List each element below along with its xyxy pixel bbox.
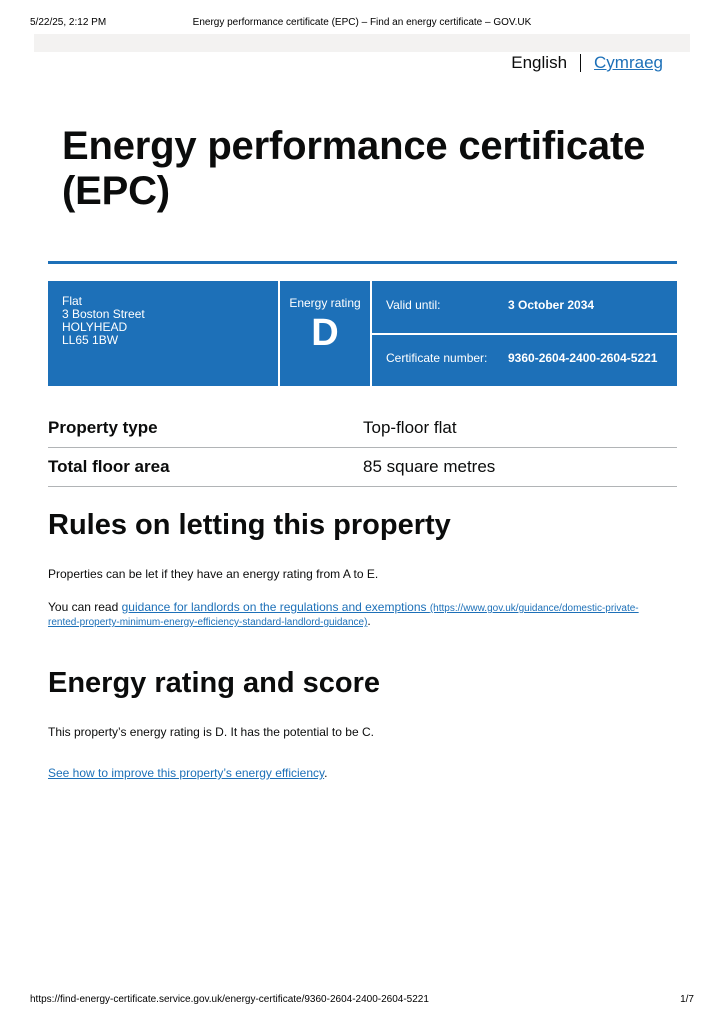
certificate-details xyxy=(372,281,677,386)
valid-until-value: 3 October 2034 xyxy=(508,298,595,312)
certificate-number-value: 9360-2604-2400-2604-5221 xyxy=(508,351,658,365)
summary-key: Total floor area xyxy=(48,457,170,476)
energy-rating-label: Energy rating xyxy=(289,296,361,310)
summary-value: Top-floor flat xyxy=(363,418,457,437)
address-line: 3 Boston Street xyxy=(62,307,145,321)
guidance-link-url: (https://www.gov.uk/guidance/domestic-private-rented-property-minimum-energy-efficiency-standard-landlord-guidance) xyxy=(48,603,639,628)
title-divider xyxy=(48,261,677,264)
address-line: LL65 1BW xyxy=(62,333,119,347)
property-address xyxy=(48,281,278,386)
guidance-link-text: guidance for landlords on the regulations and exemptions xyxy=(121,600,427,614)
language-english: English xyxy=(511,53,568,72)
letting-guidance-text xyxy=(48,601,668,629)
page-title: Energy performance certificate (EPC) xyxy=(62,124,646,213)
valid-until-row xyxy=(372,281,677,333)
guidance-link[interactable] xyxy=(48,600,639,628)
header-bar xyxy=(34,34,690,52)
letting-text: Properties can be let if they have an energy rating from A to E. xyxy=(48,567,379,581)
summary-row xyxy=(48,409,677,448)
print-footer xyxy=(30,994,694,1005)
property-summary-list xyxy=(48,409,677,487)
guidance-suffix: . xyxy=(367,614,371,628)
summary-row xyxy=(48,448,677,487)
address-line: Flat xyxy=(62,294,83,308)
guidance-prefix: You can read xyxy=(48,600,122,614)
summary-key: Property type xyxy=(48,418,158,437)
improve-efficiency-link[interactable]: See how to improve this property’s energy efficiency xyxy=(48,766,325,780)
energy-rating-heading: Energy rating and score xyxy=(48,667,380,699)
energy-rating-text: This property’s energy rating is D. It has the potential to be C. xyxy=(48,725,374,739)
improve-link-suffix: . xyxy=(324,766,328,780)
language-switcher xyxy=(511,53,663,73)
epc-summary-box xyxy=(48,281,677,386)
improve-efficiency-paragraph xyxy=(48,767,668,780)
address-line: HOLYHEAD xyxy=(62,320,128,334)
print-title: Energy performance certificate (EPC) – Find an energy certificate – GOV.UK xyxy=(192,17,532,28)
energy-rating-letter: D xyxy=(311,312,339,354)
certificate-number-row xyxy=(372,335,677,386)
valid-until-label: Valid until: xyxy=(386,298,441,312)
summary-value: 85 square metres xyxy=(363,457,496,476)
language-divider xyxy=(580,54,581,72)
print-header xyxy=(30,17,694,31)
certificate-number-label: Certificate number: xyxy=(386,351,488,365)
letting-heading: Rules on letting this property xyxy=(48,509,451,541)
language-cymraeg-link[interactable]: Cymraeg xyxy=(594,53,663,72)
print-url: https://find-energy-certificate.service.gov.uk/energy-certificate/9360-2604-2400-2604-5221 xyxy=(30,994,429,1005)
print-page-number: 1/7 xyxy=(680,994,694,1005)
print-date: 5/22/25, 2:12 PM xyxy=(30,17,107,28)
energy-rating-cell xyxy=(280,281,370,386)
